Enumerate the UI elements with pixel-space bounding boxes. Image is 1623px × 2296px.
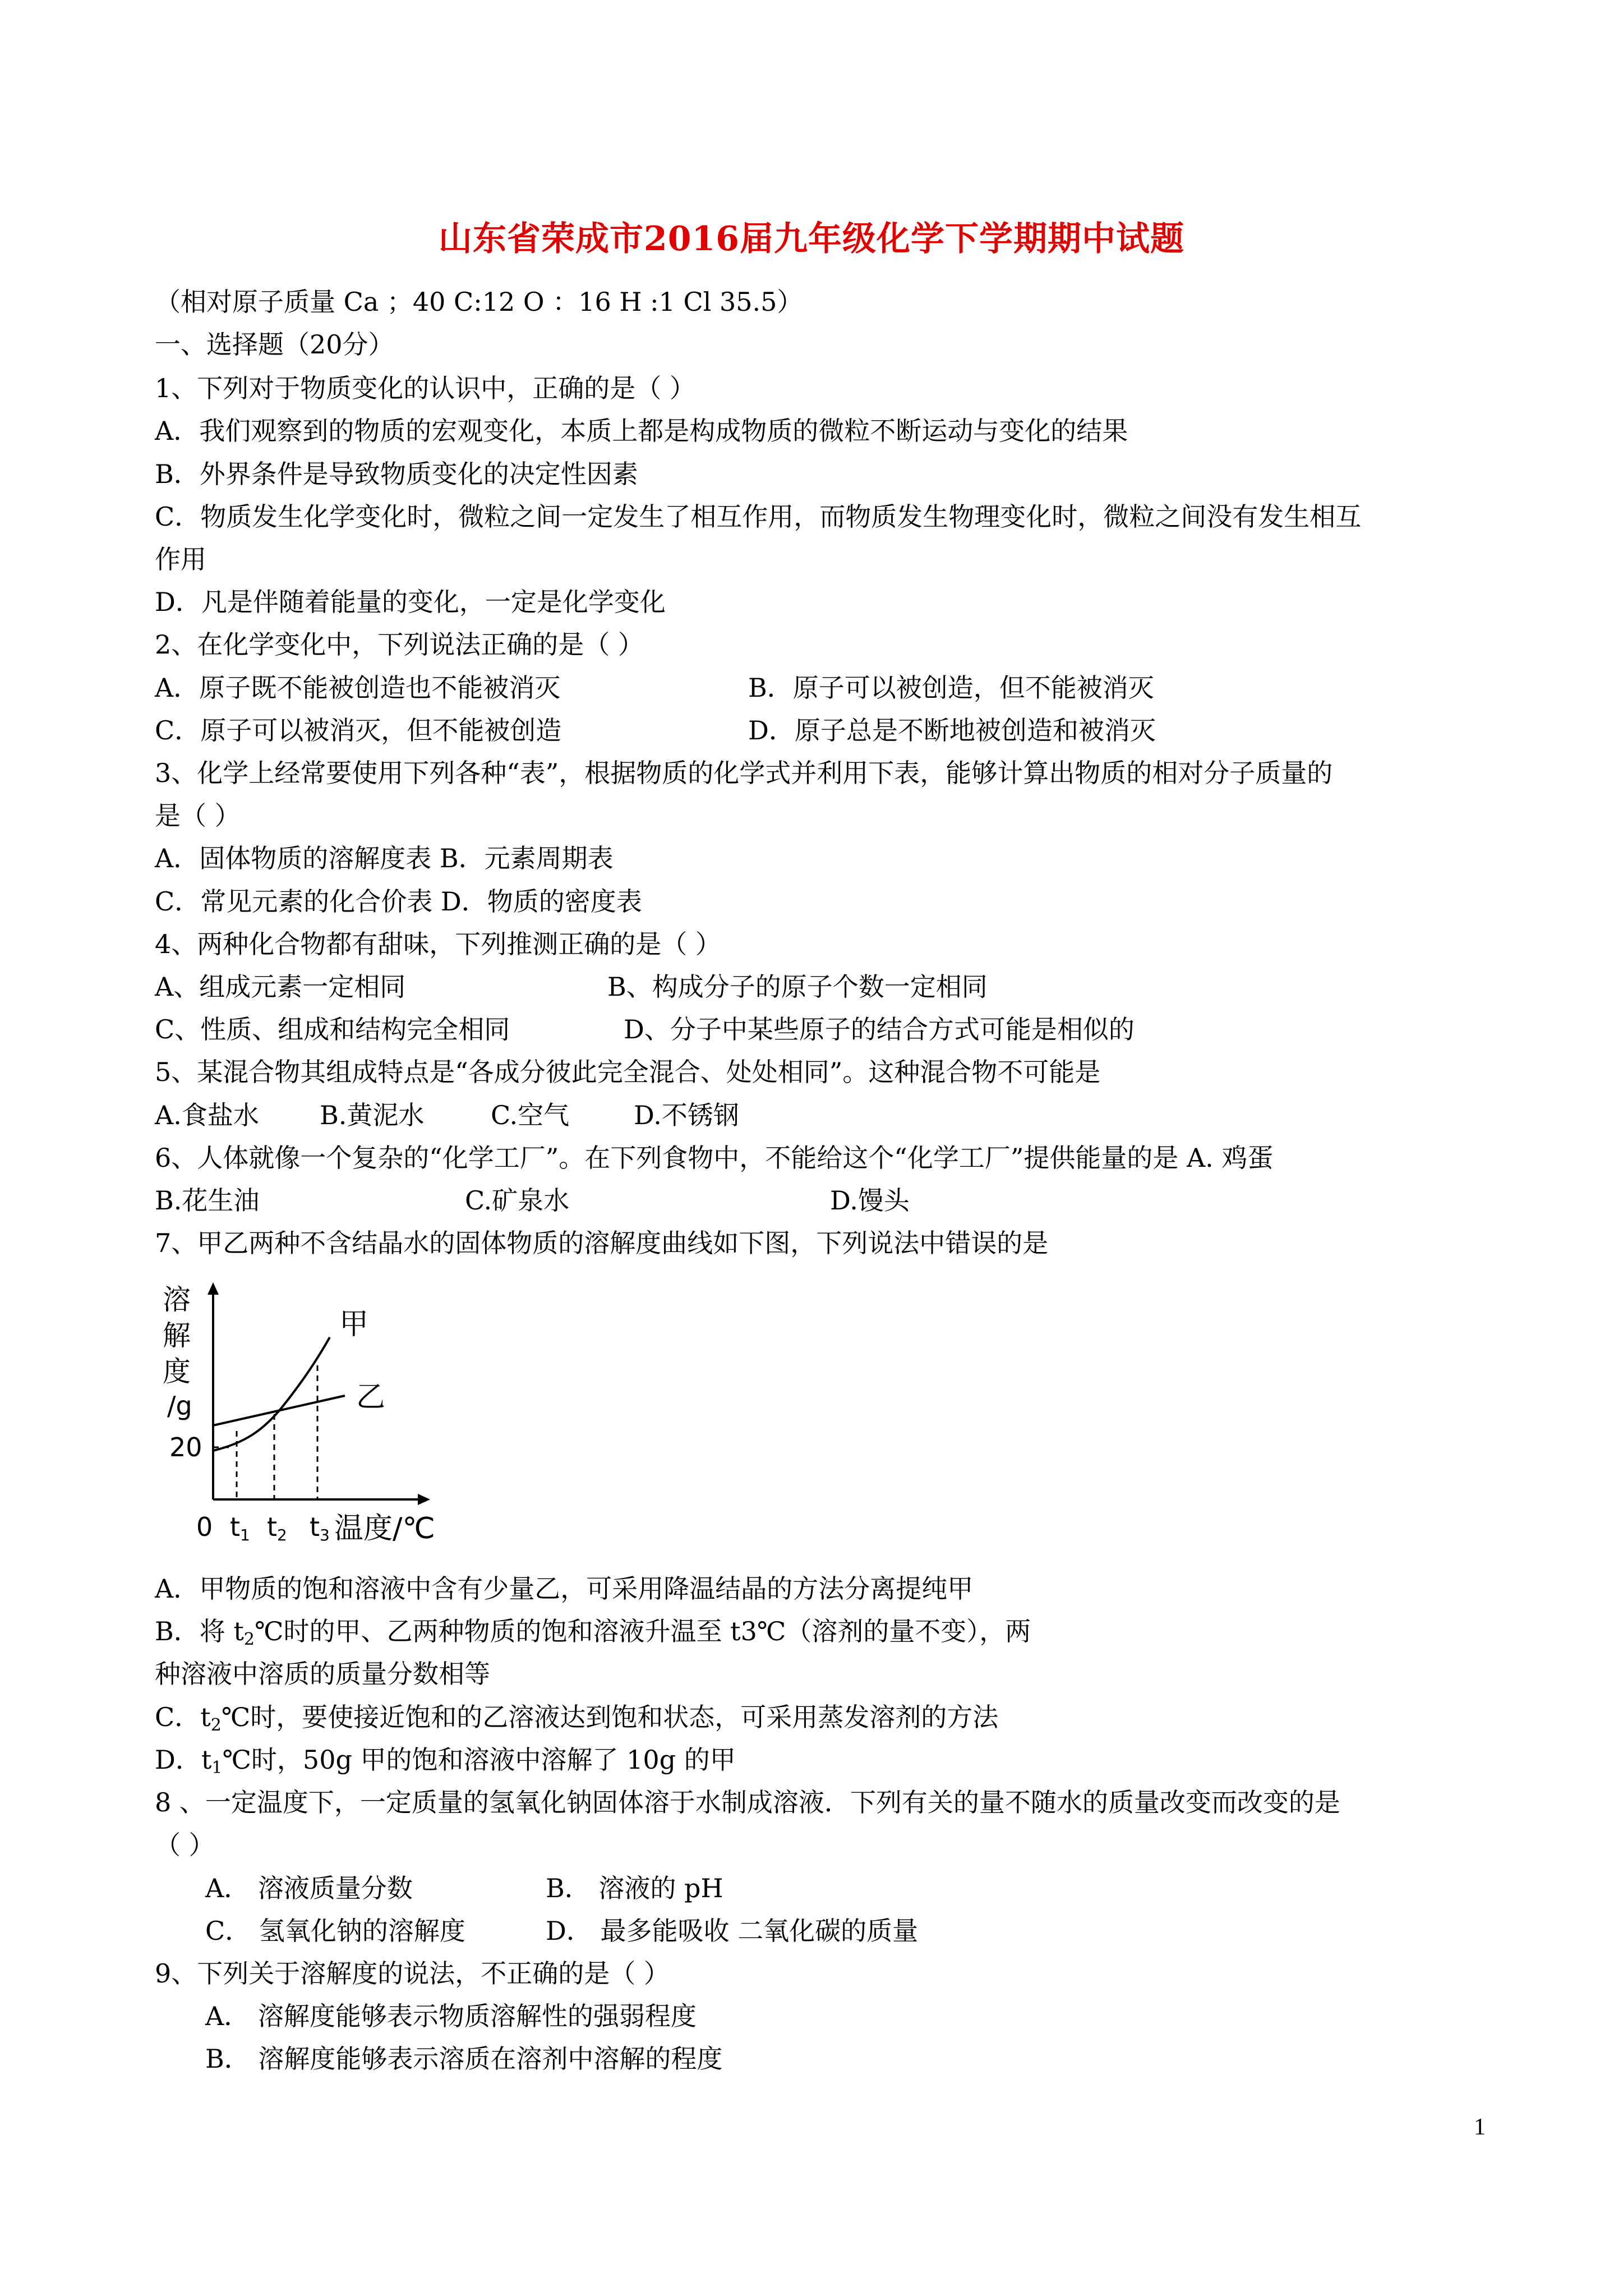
q4-option-a: A、组成元素一定相同 xyxy=(155,972,406,1002)
q4-option-c: C、性质、组成和结构完全相同 xyxy=(155,1014,510,1045)
section-heading: 一、选择题（20分） xyxy=(155,329,394,360)
y-axis-arrow-icon xyxy=(208,1282,219,1295)
q7-c-suffix: ℃时，要使接近饱和的乙溶液达到饱和状态，可采用蒸发溶剂的方法 xyxy=(221,1702,999,1732)
page-number: 1 xyxy=(1474,2114,1486,2140)
q7-option-d xyxy=(155,1743,736,1785)
q7-d-suffix: ℃时，50g 甲的饱和溶液中溶解了 10g 的甲 xyxy=(222,1745,736,1775)
q1-option-c: C．物质发生化学变化时，微粒之间一定发生了相互作用，而物质发生物理变化时，微粒之间没有发生相互 xyxy=(155,501,1362,532)
q8-stem-cont: （ ） xyxy=(155,1830,215,1860)
q6-option-b: B.花生油 xyxy=(155,1185,260,1216)
q9-option-b: B． 溶解度能够表示溶质在溶剂中溶解的程度 xyxy=(205,2044,723,2074)
q2-option-a: A．原子既不能被创造也不能被消灭 xyxy=(155,673,561,703)
x-tick-t2-base: t xyxy=(267,1512,278,1542)
q4-option-b: B、构成分子的原子个数一定相同 xyxy=(607,972,988,1002)
x-tick-t1 xyxy=(230,1512,250,1544)
q3-stem: 3、化学上经常要使用下列各种“表”，根据物质的化学式并利用下表，能够计算出物质的相对分子质量的 xyxy=(155,758,1333,788)
y-tick-label: 20 xyxy=(169,1432,202,1462)
y-axis-label-1: 溶 xyxy=(163,1283,191,1316)
q8-stem: 8 、一定温度下，一定质量的氢氧化钠固体溶于水制成溶液．下列有关的量不随水的质量改变而改变的是 xyxy=(155,1787,1340,1818)
q6-option-c: C.矿泉水 xyxy=(465,1185,570,1216)
q7-option-b-cont: 种溶液中溶质的质量分数相等 xyxy=(155,1659,490,1689)
series-label-yi: 乙 xyxy=(356,1381,386,1414)
x-axis-label: 温度/℃ xyxy=(334,1512,435,1545)
q7-b-suffix: ℃时的甲、乙两种物质的饱和溶液升温至 t3℃（溶剂的量不变），两 xyxy=(255,1616,1031,1646)
q7-option-a: A．甲物质的饱和溶液中含有少量乙，可采用降温结晶的方法分离提纯甲 xyxy=(155,1573,974,1604)
q8-option-d: D． 最多能吸收 二氧化碳的质量 xyxy=(546,1916,919,1946)
q7-b-prefix: B．将 t xyxy=(155,1616,244,1646)
q9-option-a: A． 溶解度能够表示物质溶解性的强弱程度 xyxy=(205,2001,697,2031)
q7-b-subscript: 2 xyxy=(243,1630,255,1649)
y-axis-label-4: /g xyxy=(167,1391,192,1421)
q2-option-d: D．原子总是不断地被创造和被消灭 xyxy=(748,715,1156,746)
q7-option-b xyxy=(155,1614,1031,1657)
x-tick-t3-sub: 3 xyxy=(320,1526,330,1544)
q7-option-c xyxy=(155,1700,998,1742)
x-tick-t3-base: t xyxy=(310,1512,320,1542)
q8-option-a: A． 溶液质量分数 xyxy=(205,1873,413,1903)
q9-stem: 9、下列关于溶解度的说法，不正确的是（ ） xyxy=(155,1958,670,1989)
q2-option-b: B．原子可以被创造，但不能被消灭 xyxy=(748,673,1154,703)
q5-option-d: D.不锈钢 xyxy=(634,1100,739,1130)
q7-d-prefix: D．t xyxy=(155,1745,212,1775)
atomic-mass-note: （相对原子质量 Ca ；40 C:12 O ：16 H :1 Cl 35.5） xyxy=(155,287,803,317)
q7-c-prefix: C．t xyxy=(155,1702,211,1732)
solubility-curve-figure xyxy=(151,1272,443,1564)
y-axis-label-2: 解 xyxy=(163,1319,191,1352)
q4-stem: 4、两种化合物都有甜味，下列推测正确的是（ ） xyxy=(155,929,721,959)
q8-option-b: B． 溶液的 pH xyxy=(546,1873,723,1903)
q3-options-cd: C．常见元素的化合价表 D．物质的密度表 xyxy=(155,886,642,917)
q7-c-subscript: 2 xyxy=(210,1715,222,1735)
q5-option-b: B.黄泥水 xyxy=(320,1100,425,1130)
page-title: 山东省荣成市2016届九年级化学下学期期中试题 xyxy=(439,219,1184,259)
x-origin-label: 0 xyxy=(196,1512,213,1542)
q6-stem: 6、人体就像一个复杂的“化学工厂”。在下列食物中，不能给这个“化学工厂”提供能量的是 A. 鸡蛋 xyxy=(155,1143,1274,1173)
series-label-jia: 甲 xyxy=(339,1308,369,1341)
q5-option-c: C.空气 xyxy=(491,1100,570,1130)
x-tick-t1-sub: 1 xyxy=(240,1526,250,1544)
q5-stem: 5、某混合物其组成特点是“各成分彼此完全混合、处处相同”。这种混合物不可能是 xyxy=(155,1057,1101,1087)
q4-option-d: D、分子中某些原子的结合方式可能是相似的 xyxy=(624,1014,1135,1045)
q1-option-a: A．我们观察到的物质的宏观变化，本质上都是构成物质的微粒不断运动与变化的结果 xyxy=(155,416,1128,446)
q2-stem: 2、在化学变化中，下列说法正确的是（ ） xyxy=(155,629,644,660)
q5-option-a: A.食盐水 xyxy=(155,1100,259,1130)
q6-option-d: D.馒头 xyxy=(830,1185,910,1216)
x-axis-arrow-icon xyxy=(418,1494,430,1505)
curve-jia xyxy=(213,1337,330,1451)
q1-option-b: B．外界条件是导致物质变化的决定性因素 xyxy=(155,459,638,489)
q7-stem: 7、甲乙两种不含结晶水的固体物质的溶解度曲线如下图，下列说法中错误的是 xyxy=(155,1228,1049,1258)
x-tick-t3 xyxy=(310,1512,330,1544)
q1-option-c-cont: 作用 xyxy=(155,544,206,574)
q1-stem: 1、下列对于物质变化的认识中，正确的是（ ） xyxy=(155,373,695,403)
x-tick-t1-base: t xyxy=(230,1512,241,1542)
x-tick-t2 xyxy=(267,1512,287,1544)
q7-d-subscript: 1 xyxy=(211,1758,223,1778)
q3-options-ab: A．固体物质的溶解度表 B．元素周期表 xyxy=(155,843,614,873)
q3-stem-cont: 是（ ） xyxy=(155,800,241,831)
q8-option-c: C． 氢氧化钠的溶解度 xyxy=(205,1916,465,1946)
curve-yi xyxy=(213,1396,345,1425)
q1-option-d: D．凡是伴随着能量的变化，一定是化学变化 xyxy=(155,587,666,617)
x-tick-t2-sub: 2 xyxy=(277,1526,287,1544)
q2-option-c: C．原子可以被消灭，但不能被创造 xyxy=(155,715,562,746)
y-axis-label-3: 度 xyxy=(163,1355,191,1388)
